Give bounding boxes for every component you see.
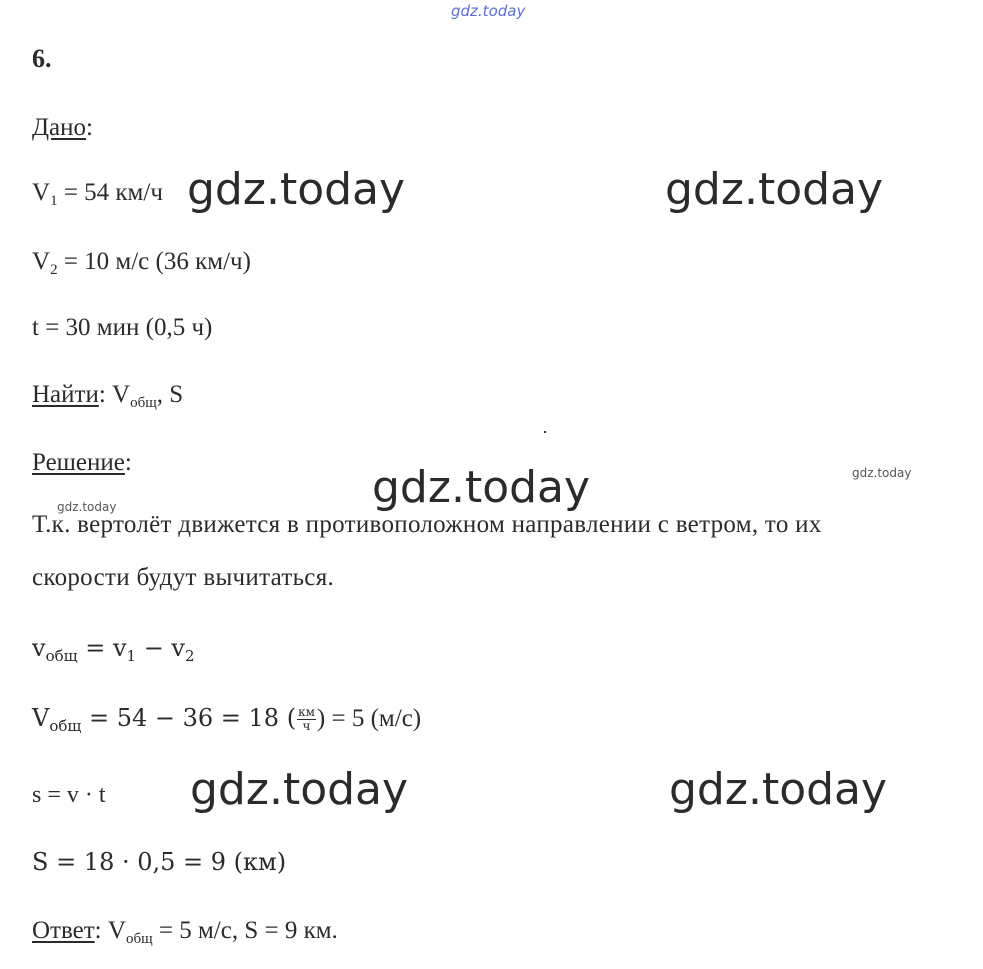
eq2-subscript: общ [49, 717, 82, 735]
eq2-rest: = 54 − 36 = 18 ( [81, 704, 297, 732]
eq2-symbol: V [32, 704, 50, 732]
solution-text-line1: Т.к. вертолёт движется в противоположном направлении с ветром, то их [32, 511, 822, 538]
eq1-subscript: общ [45, 647, 78, 665]
eq2-tail: ) = 5 (м/с) [316, 705, 422, 732]
given-label: Дано [32, 114, 87, 141]
watermark-big-1: gdz.today [187, 164, 406, 215]
watermark-top: gdz.today [451, 2, 526, 20]
v1-value: = 54 км/ч [57, 179, 163, 206]
problem-number: 6. [32, 44, 52, 73]
watermark-big-2: gdz.today [665, 164, 884, 215]
solution-colon: : [124, 449, 132, 476]
equation-velocity [32, 633, 195, 671]
given-v1 [32, 178, 163, 216]
eq1-sub1: 1 [126, 647, 137, 665]
given-colon: : [86, 114, 93, 141]
answer-subscript: общ [125, 931, 153, 947]
eq1-sub2: 2 [185, 647, 195, 665]
v1-symbol: V [32, 179, 51, 206]
solution-label: Решение [32, 449, 125, 476]
answer-label: Ответ [32, 917, 95, 944]
answer-colon: : [94, 917, 108, 944]
equation-distance: s = v · t [32, 782, 106, 808]
stray-dot [544, 431, 546, 433]
v1-subscript: 1 [50, 193, 58, 209]
given-v2 [32, 247, 251, 285]
find-rest: , S [156, 381, 184, 408]
given-t: t = 30 мин (0,5 ч) [32, 314, 213, 341]
watermark-big-5: gdz.today [669, 764, 888, 815]
answer-line [32, 916, 338, 954]
equation-distance-value: S = 18 · 0,5 = 9 (км) [32, 848, 287, 876]
v2-value: = 10 м/с (36 км/ч) [57, 248, 251, 275]
find-subscript: общ [130, 395, 157, 411]
eq2-fraction [297, 706, 316, 733]
v2-symbol: V [32, 248, 51, 275]
eq1-symbol: v [32, 634, 46, 662]
find-line [32, 380, 183, 418]
answer-symbol: V [107, 917, 126, 944]
given-heading [32, 113, 93, 143]
find-label: Найти [32, 381, 99, 408]
watermark-big-3: gdz.today [372, 462, 591, 513]
equation-velocity-value [32, 703, 421, 741]
find-symbol: V [112, 381, 131, 408]
eq1-minus: − v [136, 634, 185, 662]
v2-subscript: 2 [50, 262, 58, 278]
eq2-frac-den: ч [302, 719, 311, 733]
watermark-big-4: gdz.today [190, 764, 409, 815]
find-colon: : [98, 381, 113, 408]
answer-rest: = 5 м/с, S = 9 км. [152, 917, 338, 944]
watermark-small-1: gdz.today [852, 466, 912, 480]
watermark-small-2: gdz.today [57, 500, 117, 514]
eq2-frac-num: км [298, 705, 315, 719]
solution-heading [32, 448, 132, 478]
eq1-rest: = v [77, 634, 127, 662]
solution-text-line2: скорости будут вычитаться. [32, 564, 335, 591]
